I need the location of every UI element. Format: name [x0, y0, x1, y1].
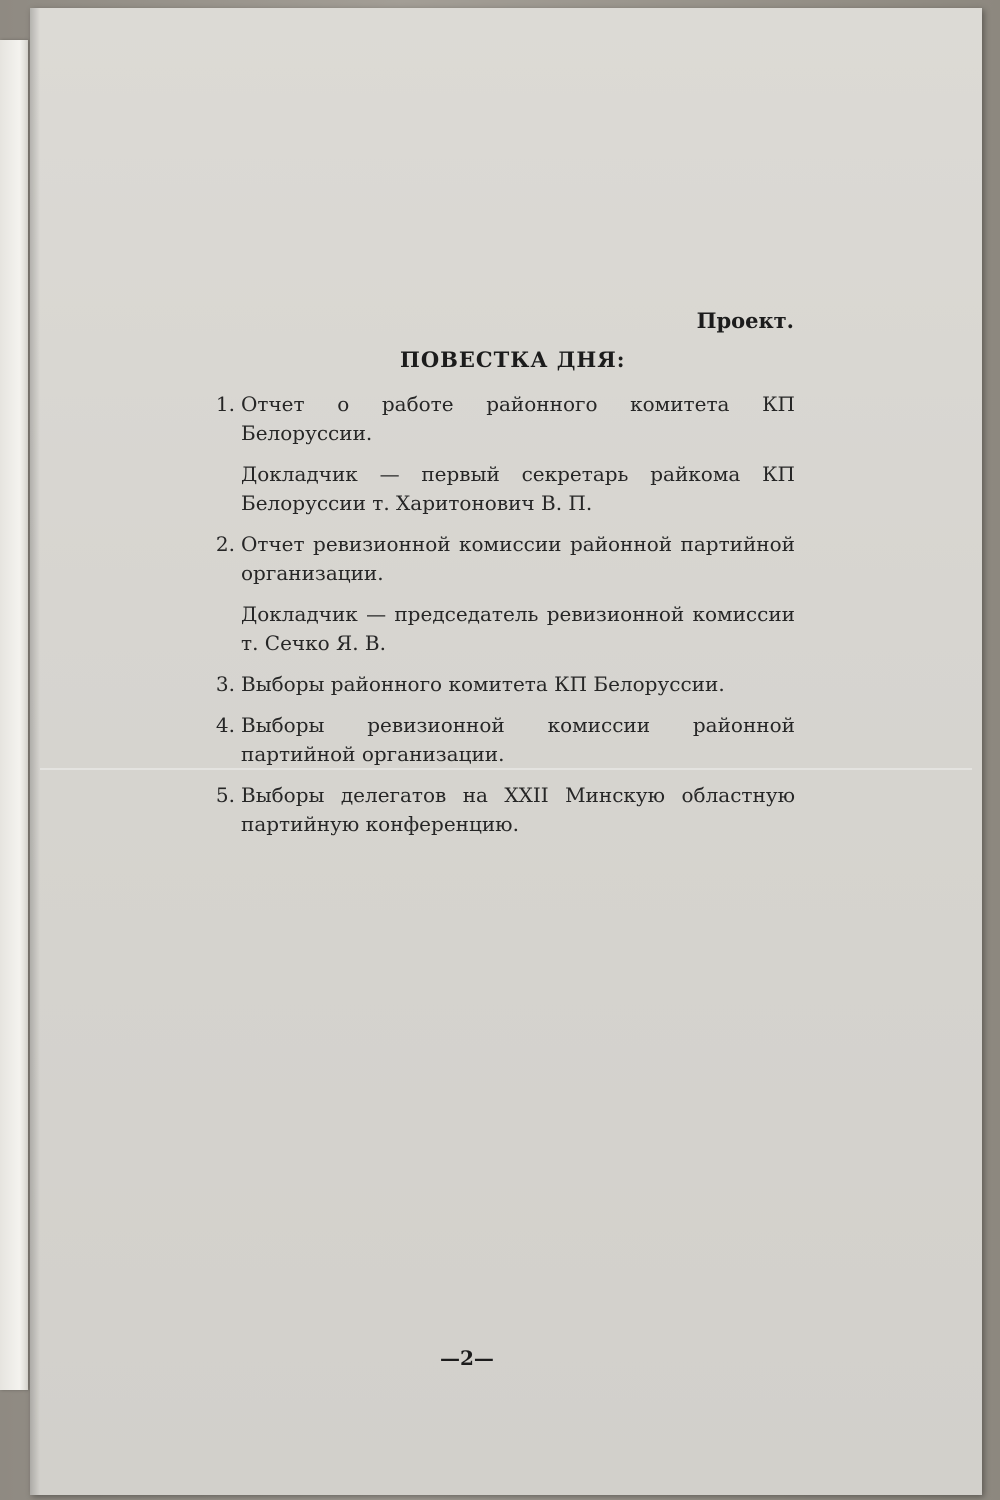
booklet-page — [30, 8, 982, 1495]
agenda-item-body — [241, 781, 795, 839]
agenda-item-4 — [195, 711, 795, 769]
agenda-item-number: 4. — [215, 713, 235, 737]
agenda-item-number: 5. — [215, 783, 235, 807]
agenda-list — [195, 390, 795, 851]
previous-page-edge — [0, 40, 28, 1390]
agenda-item-body — [241, 711, 795, 769]
agenda-item-body — [241, 670, 795, 699]
agenda-item-number: 3. — [215, 672, 235, 696]
agenda-title: ПОВЕСТКА ДНЯ: — [400, 347, 626, 372]
agenda-item-number: 2. — [215, 532, 235, 556]
agenda-item-body — [241, 530, 795, 658]
draft-label: Проект. — [696, 308, 794, 333]
agenda-item-2 — [195, 530, 795, 658]
agenda-item-speaker: Докладчик — первый секретарь райкома КП Белоруссии т. Харитонович В. П. — [241, 462, 795, 515]
agenda-item-text: Выборы районного комитета КП Белоруссии. — [241, 672, 725, 696]
agenda-item-3 — [195, 670, 795, 699]
agenda-item-text: Отчет о работе районного комитета КП Белоруссии. — [241, 392, 795, 445]
agenda-item-number: 1. — [215, 392, 235, 416]
agenda-item-text: Отчет ревизионной комиссии районной партийной организации. — [241, 532, 795, 585]
agenda-item-text: Выборы ревизионной комиссии районной партийной организации. — [241, 713, 795, 766]
agenda-item-5 — [195, 781, 795, 839]
agenda-item-body — [241, 390, 795, 518]
page-number: —2— — [440, 1346, 494, 1370]
agenda-item-1 — [195, 390, 795, 518]
agenda-item-speaker: Докладчик — председатель ревизионной комиссии т. Сечко Я. В. — [241, 602, 795, 655]
agenda-item-text: Выборы делегатов на XXII Минскую областную партийную конференцию. — [241, 783, 795, 836]
